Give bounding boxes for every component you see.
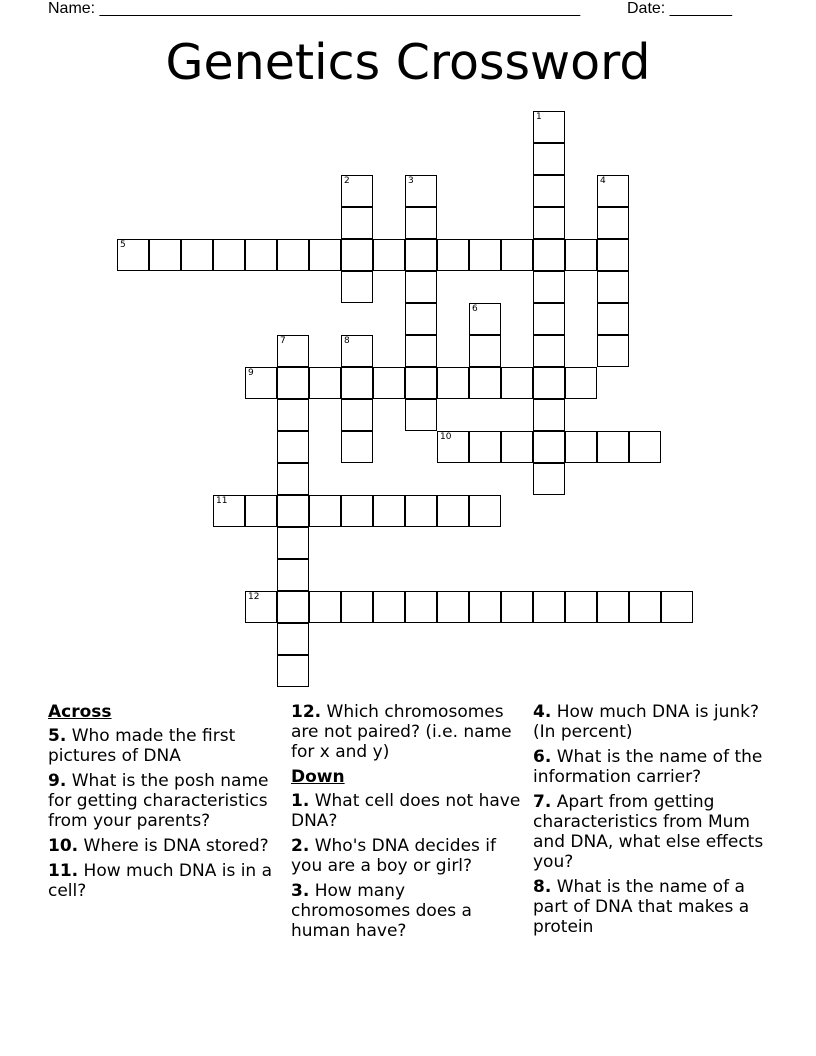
grid-cell[interactable] xyxy=(597,591,629,623)
grid-cell[interactable] xyxy=(405,271,437,303)
grid-cell[interactable] xyxy=(181,239,213,271)
grid-cell[interactable] xyxy=(341,399,373,431)
grid-cell[interactable] xyxy=(565,367,597,399)
grid-cell[interactable] xyxy=(533,463,565,495)
name-field[interactable]: Name: ______________________________________________________ xyxy=(48,0,581,17)
clue-down-1: 1. What cell does not have DNA? xyxy=(291,791,521,831)
grid-cell[interactable] xyxy=(533,143,565,175)
grid-cell[interactable] xyxy=(533,431,565,463)
grid-cell[interactable] xyxy=(277,559,309,591)
clue-number: 12 xyxy=(248,592,260,602)
clue-across-11: 11. How much DNA is in a cell? xyxy=(48,861,273,901)
grid-cell[interactable] xyxy=(405,239,437,271)
grid-cell[interactable] xyxy=(341,431,373,463)
grid-cell[interactable] xyxy=(405,399,437,431)
grid-cell[interactable] xyxy=(501,591,533,623)
grid-cell[interactable] xyxy=(533,239,565,271)
grid-cell[interactable] xyxy=(533,111,565,143)
grid-cell[interactable] xyxy=(277,623,309,655)
grid-cell[interactable] xyxy=(341,335,373,367)
clue-number: 10 xyxy=(440,432,452,442)
grid-cell[interactable] xyxy=(469,303,501,335)
grid-cell[interactable] xyxy=(469,335,501,367)
grid-cell[interactable] xyxy=(341,367,373,399)
grid-cell[interactable] xyxy=(309,367,341,399)
date-field[interactable]: Date: _______ xyxy=(627,0,732,17)
grid-cell[interactable] xyxy=(277,399,309,431)
grid-cell[interactable] xyxy=(277,335,309,367)
grid-cell[interactable] xyxy=(309,591,341,623)
clue-down-2: 2. Who's DNA decides if you are a boy or girl? xyxy=(291,836,497,876)
clue-number: 6 xyxy=(472,304,478,314)
clues-column-3 xyxy=(533,702,773,942)
grid-cell[interactable] xyxy=(469,495,501,527)
grid-cell[interactable] xyxy=(469,591,501,623)
clue-number: 7 xyxy=(280,336,286,346)
grid-cell[interactable] xyxy=(149,239,181,271)
grid-cell[interactable] xyxy=(341,239,373,271)
grid-cell[interactable] xyxy=(405,495,437,527)
grid-cell[interactable] xyxy=(533,271,565,303)
grid-cell[interactable] xyxy=(469,239,501,271)
grid-cell[interactable] xyxy=(533,303,565,335)
grid-cell[interactable] xyxy=(405,591,437,623)
grid-cell[interactable] xyxy=(405,207,437,239)
clue-number: 2 xyxy=(344,176,350,186)
grid-cell[interactable] xyxy=(245,367,277,399)
clue-across-5: 5. Who made the first pictures of DNA xyxy=(48,726,236,766)
clue-down-8: 8. What is the name of a part of DNA that makes a protein xyxy=(533,877,750,937)
grid-cell[interactable] xyxy=(501,367,533,399)
clue-number: 5 xyxy=(120,240,126,250)
clue-across-12: 12. Which chromosomes are not paired? (i.e. name for x and y) xyxy=(291,702,512,762)
grid-cell[interactable] xyxy=(629,431,661,463)
grid-cell[interactable] xyxy=(373,367,405,399)
grid-cell[interactable] xyxy=(469,431,501,463)
grid-cell[interactable] xyxy=(245,239,277,271)
across-heading: Across xyxy=(48,702,112,722)
clue-number: 9 xyxy=(248,368,254,378)
grid-cell[interactable] xyxy=(341,495,373,527)
grid-cell[interactable] xyxy=(277,463,309,495)
grid-cell[interactable] xyxy=(117,239,149,271)
grid-cell[interactable] xyxy=(277,591,309,623)
grid-cell[interactable] xyxy=(437,495,469,527)
clue-down-4: 4. How much DNA is junk? (In percent) xyxy=(533,702,760,742)
grid-cell[interactable] xyxy=(597,207,629,239)
grid-cell[interactable] xyxy=(533,399,565,431)
grid-cell[interactable] xyxy=(213,239,245,271)
grid-cell[interactable] xyxy=(405,303,437,335)
grid-cell[interactable] xyxy=(341,207,373,239)
grid-cell[interactable] xyxy=(309,239,341,271)
clue-number: 11 xyxy=(216,496,228,506)
grid-cell[interactable] xyxy=(245,495,277,527)
grid-cell[interactable] xyxy=(405,367,437,399)
grid-cell[interactable] xyxy=(373,495,405,527)
grid-cell[interactable] xyxy=(341,175,373,207)
clue-down-6: 6. What is the name of the information carrier? xyxy=(533,747,763,787)
grid-cell[interactable] xyxy=(405,335,437,367)
grid-cell[interactable] xyxy=(565,591,597,623)
grid-cell[interactable] xyxy=(373,239,405,271)
down-heading: Down xyxy=(291,767,345,787)
grid-cell[interactable] xyxy=(277,527,309,559)
grid-cell[interactable] xyxy=(629,591,661,623)
grid-cell[interactable] xyxy=(501,431,533,463)
grid-cell[interactable] xyxy=(597,239,629,271)
grid-cell[interactable] xyxy=(533,591,565,623)
grid-cell[interactable] xyxy=(565,239,597,271)
clues-column-2 xyxy=(291,702,521,946)
grid-cell[interactable] xyxy=(565,431,597,463)
grid-cell[interactable] xyxy=(213,495,245,527)
clues-column-1 xyxy=(48,702,280,906)
clue-number: 8 xyxy=(344,336,350,346)
grid-cell[interactable] xyxy=(469,367,501,399)
grid-cell[interactable] xyxy=(309,495,341,527)
grid-cell[interactable] xyxy=(533,207,565,239)
clue-across-10: 10. Where is DNA stored? xyxy=(48,836,269,856)
grid-cell[interactable] xyxy=(661,591,693,623)
grid-cell[interactable] xyxy=(437,431,469,463)
grid-cell[interactable] xyxy=(533,367,565,399)
grid-cell[interactable] xyxy=(533,175,565,207)
grid-cell[interactable] xyxy=(373,591,405,623)
clue-across-9: 9. What is the posh name for getting characteristics from your parents? xyxy=(48,771,269,831)
page-title: Genetics Crossword xyxy=(165,34,651,91)
clue-number: 4 xyxy=(600,176,606,186)
grid-cell[interactable] xyxy=(341,591,373,623)
grid-cell[interactable] xyxy=(533,335,565,367)
clue-down-3: 3. How many chromosomes does a human have? xyxy=(291,881,472,941)
grid-cell[interactable] xyxy=(277,239,309,271)
clue-down-7: 7. Apart from getting characteristics from Mum and DNA, what else effects you? xyxy=(533,792,764,872)
grid-cell[interactable] xyxy=(597,271,629,303)
grid-cell[interactable] xyxy=(437,367,469,399)
grid-cell[interactable] xyxy=(277,367,309,399)
grid-cell[interactable] xyxy=(597,431,629,463)
grid-cell[interactable] xyxy=(437,239,469,271)
grid-cell[interactable] xyxy=(597,175,629,207)
clue-number: 1 xyxy=(536,112,542,122)
grid-cell[interactable] xyxy=(597,303,629,335)
grid-cell[interactable] xyxy=(277,655,309,687)
grid-cell[interactable] xyxy=(405,175,437,207)
clue-number: 3 xyxy=(408,176,414,186)
grid-cell[interactable] xyxy=(437,591,469,623)
grid-cell[interactable] xyxy=(245,591,277,623)
grid-cell[interactable] xyxy=(501,239,533,271)
grid-cell[interactable] xyxy=(341,271,373,303)
grid-cell[interactable] xyxy=(597,335,629,367)
grid-cell[interactable] xyxy=(277,495,309,527)
grid-cell[interactable] xyxy=(277,431,309,463)
